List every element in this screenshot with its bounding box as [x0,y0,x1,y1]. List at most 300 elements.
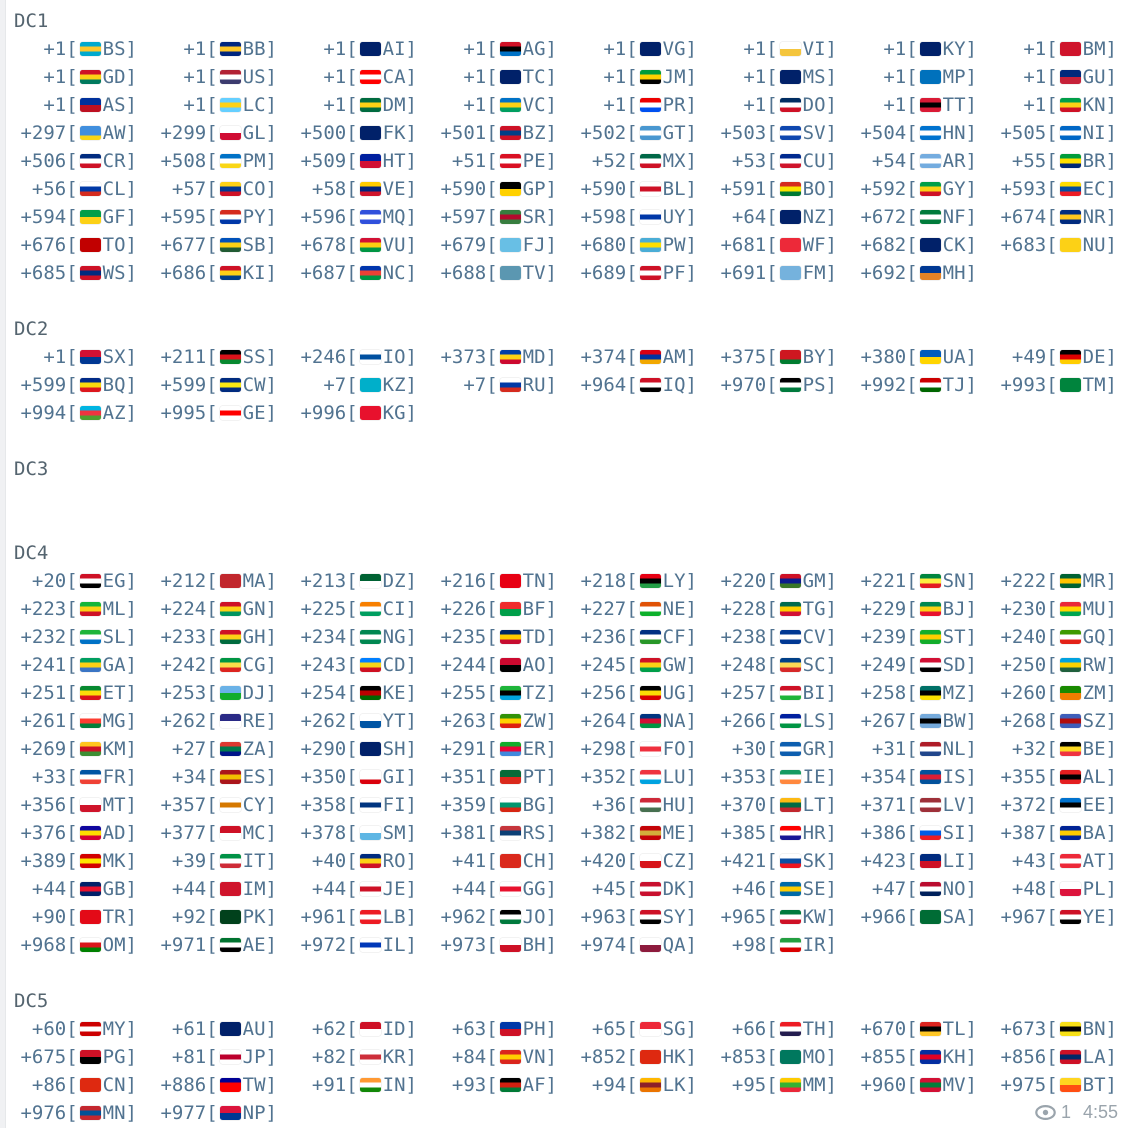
phone-code-entry-ba[interactable] [994,819,1134,847]
phone-code-entry-ss[interactable] [154,343,294,371]
phone-code-entry-sm[interactable] [294,819,434,847]
phone-code-entry-mx[interactable] [574,147,714,175]
phone-code-entry-sr[interactable] [434,203,574,231]
country-code-suffix: LC] [242,94,277,116]
dial-code-prefix: +92[ [171,906,218,928]
phone-code-entry-pk[interactable] [154,903,294,931]
phone-code-entry-ng[interactable] [294,623,434,651]
phone-code-entry-vg[interactable] [574,35,714,63]
phone-code-entry-cl[interactable] [14,175,154,203]
country-code-suffix: CW] [242,374,277,396]
phone-code-entry-bf[interactable] [434,595,574,623]
flag-icon-ec [1060,182,1081,196]
phone-code-entry-nz[interactable] [714,203,854,231]
phone-code-entry-cf[interactable] [574,623,714,651]
phone-code-entry-ki[interactable] [154,259,294,287]
phone-code-entry-ck[interactable] [854,231,994,259]
phone-code-entry-vu[interactable] [294,231,434,259]
flag-icon-kz [360,378,381,392]
phone-code-entry-mh[interactable] [854,259,994,287]
phone-code-entry-es[interactable] [154,763,294,791]
phone-code-entry-im[interactable] [154,875,294,903]
phone-code-entry-kh[interactable] [854,1043,994,1071]
phone-code-entry-mt[interactable] [14,791,154,819]
section-header-dc4: DC4 [14,542,49,564]
phone-code-entry-gt[interactable] [574,119,714,147]
dial-code-prefix: +234[ [300,626,358,648]
phone-code-entry-gd[interactable] [14,63,154,91]
phone-code-entry-fm[interactable] [714,259,854,287]
phone-code-entry-lk[interactable] [574,1071,714,1099]
dial-code-prefix: +354[ [860,766,918,788]
phone-code-entry-ar[interactable] [854,147,994,175]
phone-code-entry-cn[interactable] [14,1071,154,1099]
phone-code-entry-gp[interactable] [434,175,574,203]
phone-code-entry-at[interactable] [994,847,1134,875]
phone-code-entry-ms[interactable] [714,63,854,91]
phone-code-entry-ls[interactable] [714,707,854,735]
flag-icon-td [500,630,521,644]
phone-code-entry-pm[interactable] [154,147,294,175]
country-code-suffix: PR] [662,94,697,116]
flag-icon-sn [920,574,941,588]
phone-code-entry-sl[interactable] [14,623,154,651]
phone-code-entry-ro[interactable] [294,847,434,875]
phone-code-entry-bi[interactable] [714,679,854,707]
phone-code-entry-ag[interactable] [434,35,574,63]
flag-icon-mr [1060,574,1081,588]
phone-code-entry-tg[interactable] [714,595,854,623]
phone-code-entry-uy[interactable] [574,203,714,231]
phone-code-entry-pr[interactable] [574,91,714,119]
phone-code-entry-re[interactable] [154,707,294,735]
phone-code-entry-ru[interactable] [434,371,574,399]
phone-code-entry-sd[interactable] [854,651,994,679]
phone-code-entry-mg[interactable] [14,707,154,735]
phone-code-entry-bo[interactable] [714,175,854,203]
phone-code-entry-cg[interactable] [154,651,294,679]
phone-code-entry-fk[interactable] [294,119,434,147]
phone-code-entry-mp[interactable] [854,63,994,91]
phone-code-entry-hk[interactable] [574,1043,714,1071]
phone-code-entry-be[interactable] [994,735,1134,763]
phone-code-entry-gq[interactable] [994,623,1134,651]
country-code-suffix: LK] [662,1074,697,1096]
phone-code-entry-dz[interactable] [294,567,434,595]
phone-code-entry-tc[interactable] [434,63,574,91]
phone-code-entry-gi[interactable] [294,763,434,791]
phone-code-entry-pl[interactable] [994,875,1134,903]
phone-code-entry-ml[interactable] [14,595,154,623]
phone-code-entry-ve[interactable] [294,175,434,203]
dial-code-prefix: +258[ [860,682,918,704]
phone-code-entry-cy[interactable] [154,791,294,819]
phone-code-entry-om[interactable] [14,931,154,959]
dial-code-prefix: +975[ [1000,1074,1058,1096]
dial-code-prefix: +56[ [31,178,78,200]
phone-code-entry-sk[interactable] [714,847,854,875]
phone-code-entry-ne[interactable] [574,595,714,623]
flag-icon-rw [1060,658,1081,672]
flag-icon-ms [780,70,801,84]
phone-code-entry-ky[interactable] [854,35,994,63]
phone-code-entry-ge[interactable] [154,399,294,427]
phone-code-entry-ht[interactable] [294,147,434,175]
phone-code-entry-pf[interactable] [574,259,714,287]
phone-code-entry-lc[interactable] [154,91,294,119]
phone-code-entry-de[interactable] [994,343,1134,371]
country-code-suffix: BF] [522,598,557,620]
phone-code-entry-it[interactable] [154,847,294,875]
phone-code-entry-li[interactable] [854,847,994,875]
country-code-suffix: CI] [382,598,417,620]
phone-code-entry-zw[interactable] [434,707,574,735]
phone-code-entry-mu[interactable] [994,595,1134,623]
phone-code-entry-il[interactable] [294,931,434,959]
phone-code-entry-bz[interactable] [434,119,574,147]
phone-code-entry-mc[interactable] [154,819,294,847]
phone-code-entry-tm[interactable] [994,371,1134,399]
phone-code-entry-ma[interactable] [154,567,294,595]
phone-code-entry-fi[interactable] [294,791,434,819]
phone-code-entry-br[interactable] [994,147,1134,175]
phone-code-entry-lv[interactable] [854,791,994,819]
phone-code-entry-bn[interactable] [994,1015,1134,1043]
phone-code-entry-se[interactable] [714,875,854,903]
country-code-suffix: PL] [1082,878,1117,900]
flag-icon-sy [640,910,661,924]
dial-code-prefix: +216[ [440,570,498,592]
phone-code-entry-pt[interactable] [434,763,574,791]
phone-code-entry-ch[interactable] [434,847,574,875]
phone-code-entry-tn[interactable] [434,567,574,595]
phone-code-entry-mv[interactable] [854,1071,994,1099]
phone-code-entry-kg[interactable] [294,399,434,427]
dial-code-prefix: +971[ [160,934,218,956]
phone-code-entry-gl[interactable] [154,119,294,147]
phone-code-entry-gw[interactable] [574,651,714,679]
phone-code-entry-mr[interactable] [994,567,1134,595]
flag-icon-mq [360,210,381,224]
phone-code-entry-cv[interactable] [714,623,854,651]
phone-code-entry-ai[interactable] [294,35,434,63]
phone-code-entry-py[interactable] [154,203,294,231]
phone-code-entry-bj[interactable] [854,595,994,623]
country-code-suffix: MN] [102,1102,137,1124]
phone-code-entry-td[interactable] [434,623,574,651]
phone-code-entry-id[interactable] [294,1015,434,1043]
phone-code-entry-bb[interactable] [154,35,294,63]
phone-code-entry-vn[interactable] [434,1043,574,1071]
flag-icon-gb [80,882,101,896]
country-code-suffix: NR] [1082,206,1117,228]
phone-code-entry-tw[interactable] [154,1071,294,1099]
country-code-suffix: AL] [1082,766,1117,788]
phone-code-entry-er[interactable] [434,735,574,763]
phone-code-entry-jp[interactable] [154,1043,294,1071]
phone-code-entry-am[interactable] [574,343,714,371]
phone-code-entry-je[interactable] [294,875,434,903]
phone-code-entry-tj[interactable] [854,371,994,399]
phone-code-entry-cz[interactable] [574,847,714,875]
phone-code-entry-lu[interactable] [574,763,714,791]
phone-code-entry-gg[interactable] [434,875,574,903]
phone-code-entry-nu[interactable] [994,231,1134,259]
section-grid-dc2 [14,343,1138,427]
phone-code-entry-bl[interactable] [574,175,714,203]
phone-code-entry-kn[interactable] [994,91,1134,119]
phone-code-entry-km[interactable] [14,735,154,763]
flag-icon-ar [920,154,941,168]
flag-icon-is [920,770,941,784]
phone-code-entry-dj[interactable] [154,679,294,707]
phone-code-entry-st[interactable] [854,623,994,651]
phone-code-entry-ua[interactable] [854,343,994,371]
dial-code-prefix: +233[ [160,626,218,648]
phone-code-entry-th[interactable] [714,1015,854,1043]
country-code-suffix: BB] [242,38,277,60]
phone-code-entry-hr[interactable] [714,819,854,847]
phone-code-entry-na[interactable] [574,707,714,735]
phone-code-entry-ca[interactable] [294,63,434,91]
country-code-suffix: ER] [522,738,557,760]
country-code-suffix: CK] [942,234,977,256]
phone-code-entry-tl[interactable] [854,1015,994,1043]
phone-code-entry-do[interactable] [714,91,854,119]
phone-code-entry-mz[interactable] [854,679,994,707]
phone-code-entry-mm[interactable] [714,1071,854,1099]
phone-code-entry-pg[interactable] [14,1043,154,1071]
phone-code-entry-gm[interactable] [714,567,854,595]
country-code-suffix: SZ] [1082,710,1117,732]
phone-code-entry-tr[interactable] [14,903,154,931]
phone-code-entry-np[interactable] [154,1099,294,1127]
phone-code-entry-fr[interactable] [14,763,154,791]
flag-icon-as [80,98,101,112]
phone-code-entry-za[interactable] [154,735,294,763]
dial-code-prefix: +370[ [720,794,778,816]
phone-code-entry-no[interactable] [854,875,994,903]
phone-code-entry-ie[interactable] [714,763,854,791]
dial-code-prefix: +353[ [720,766,778,788]
phone-code-entry-hn[interactable] [854,119,994,147]
views-eye-icon [1035,1105,1056,1120]
phone-code-entry-hu[interactable] [574,791,714,819]
phone-code-entry-tz[interactable] [434,679,574,707]
dial-code-prefix: +225[ [300,598,358,620]
country-code-suffix: ID] [382,1018,417,1040]
phone-code-entry-io[interactable] [294,343,434,371]
phone-code-entry-bh[interactable] [434,931,574,959]
phone-code-entry-fo[interactable] [574,735,714,763]
phone-code-entry-jm[interactable] [574,63,714,91]
phone-code-entry-gh[interactable] [154,623,294,651]
phone-code-entry-ke[interactable] [294,679,434,707]
dial-code-prefix: +1[ [743,66,778,88]
phone-code-entry-kz[interactable] [294,371,434,399]
phone-code-entry-sn[interactable] [854,567,994,595]
phone-code-entry-ly[interactable] [574,567,714,595]
phone-code-entry-ci[interactable] [294,595,434,623]
phone-code-entry-sc[interactable] [714,651,854,679]
phone-code-entry-ni[interactable] [994,119,1134,147]
phone-code-entry-et[interactable] [14,679,154,707]
phone-code-entry-rs[interactable] [434,819,574,847]
phone-code-entry-nc[interactable] [294,259,434,287]
phone-code-entry-lb[interactable] [294,903,434,931]
phone-code-entry-co[interactable] [154,175,294,203]
phone-code-entry-fj[interactable] [434,231,574,259]
dial-code-prefix: +262[ [160,710,218,732]
phone-code-entry-nf[interactable] [854,203,994,231]
phone-code-entry-gy[interactable] [854,175,994,203]
phone-code-entry-ug[interactable] [574,679,714,707]
phone-code-entry-kr[interactable] [294,1043,434,1071]
phone-code-entry-al[interactable] [994,763,1134,791]
phone-code-entry-dm[interactable] [294,91,434,119]
phone-code-entry-ec[interactable] [994,175,1134,203]
phone-code-entry-qa[interactable] [574,931,714,959]
dial-code-prefix: +255[ [440,682,498,704]
flag-icon-tr [80,910,101,924]
flag-icon-st [920,630,941,644]
flag-icon-wf [780,238,801,252]
phone-code-entry-sz[interactable] [994,707,1134,735]
phone-code-entry-la[interactable] [994,1043,1134,1071]
flag-icon-ly [640,574,661,588]
country-code-suffix: TV] [522,262,557,284]
phone-code-entry-sa[interactable] [854,903,994,931]
phone-code-entry-md[interactable] [434,343,574,371]
phone-code-entry-sx[interactable] [14,343,154,371]
phone-code-entry-si[interactable] [854,819,994,847]
country-code-suffix: TC] [522,66,557,88]
phone-code-entry-wf[interactable] [714,231,854,259]
phone-code-entry-to[interactable] [14,231,154,259]
phone-code-entry-sg[interactable] [574,1015,714,1043]
dial-code-prefix: +597[ [440,206,498,228]
phone-code-entry-sv[interactable] [714,119,854,147]
country-code-suffix: KY] [942,38,977,60]
phone-code-entry-by[interactable] [714,343,854,371]
phone-code-entry-tt[interactable] [854,91,994,119]
phone-code-entry-ws[interactable] [14,259,154,287]
phone-code-entry-gn[interactable] [154,595,294,623]
country-code-suffix: SH] [382,738,417,760]
phone-code-entry-lt[interactable] [714,791,854,819]
phone-code-entry-ad[interactable] [14,819,154,847]
country-code-suffix: SY] [662,906,697,928]
phone-code-entry-sy[interactable] [574,903,714,931]
phone-code-entry-mn[interactable] [14,1099,154,1127]
phone-code-entry-bq[interactable] [14,371,154,399]
phone-code-entry-in[interactable] [294,1071,434,1099]
phone-code-entry-mq[interactable] [294,203,434,231]
phone-code-entry-nl[interactable] [854,735,994,763]
phone-code-entry-ye[interactable] [994,903,1134,931]
phone-code-entry-cd[interactable] [294,651,434,679]
country-code-suffix: NU] [1082,234,1117,256]
phone-code-entry-ga[interactable] [14,651,154,679]
phone-code-entry-sb[interactable] [154,231,294,259]
country-code-suffix: BH] [522,934,557,956]
phone-code-entry-rw[interactable] [994,651,1134,679]
section-grid-dc5 [14,1015,1138,1127]
phone-code-entry-mk[interactable] [14,847,154,875]
phone-code-entry-nr[interactable] [994,203,1134,231]
phone-code-entry-bs[interactable] [14,35,154,63]
phone-code-entry-dk[interactable] [574,875,714,903]
phone-code-entry-bt[interactable] [994,1071,1134,1099]
dial-code-prefix: +358[ [300,794,358,816]
phone-code-entry-vi[interactable] [714,35,854,63]
country-code-suffix: SB] [242,234,277,256]
phone-code-entry-ps[interactable] [714,371,854,399]
phone-code-entry-ae[interactable] [154,931,294,959]
dial-code-prefix: +230[ [1000,598,1058,620]
phone-code-entry-ee[interactable] [994,791,1134,819]
phone-code-entry-vc[interactable] [434,91,574,119]
phone-code-entry-cu[interactable] [714,147,854,175]
dial-code-prefix: +250[ [1000,654,1058,676]
phone-code-entry-bm[interactable] [994,35,1134,63]
phone-code-entry-zm[interactable] [994,679,1134,707]
dial-code-prefix: +243[ [300,654,358,676]
phone-code-entry-gb[interactable] [14,875,154,903]
phone-code-entry-eg[interactable] [14,567,154,595]
phone-code-entry-jo[interactable] [434,903,574,931]
dial-code-prefix: +1[ [603,38,638,60]
phone-code-entry-pe[interactable] [434,147,574,175]
phone-code-entry-aw[interactable] [14,119,154,147]
phone-code-entry-my[interactable] [14,1015,154,1043]
phone-code-entry-ao[interactable] [434,651,574,679]
phone-code-entry-af[interactable] [434,1071,574,1099]
phone-code-entry-as[interactable] [14,91,154,119]
phone-code-entry-cr[interactable] [14,147,154,175]
phone-code-entry-kw[interactable] [714,903,854,931]
country-code-suffix: BJ] [942,598,977,620]
phone-code-entry-bw[interactable] [854,707,994,735]
phone-code-entry-pw[interactable] [574,231,714,259]
phone-code-entry-mo[interactable] [714,1043,854,1071]
phone-code-entry-ph[interactable] [434,1015,574,1043]
phone-code-entry-sh[interactable] [294,735,434,763]
phone-code-entry-us[interactable] [154,63,294,91]
phone-code-entry-iq[interactable] [574,371,714,399]
dial-code-prefix: +94[ [591,1074,638,1096]
phone-code-entry-gr[interactable] [714,735,854,763]
phone-code-entry-tv[interactable] [434,259,574,287]
phone-code-entry-bg[interactable] [434,791,574,819]
phone-code-entry-au[interactable] [154,1015,294,1043]
phone-code-entry-ir[interactable] [714,931,854,959]
phone-code-entry-me[interactable] [574,819,714,847]
flag-icon-kr [360,1050,381,1064]
phone-code-entry-gf[interactable] [14,203,154,231]
flag-icon-tz [500,686,521,700]
phone-code-entry-cw[interactable] [154,371,294,399]
flag-icon-ai [360,42,381,56]
country-code-suffix: TN] [522,570,557,592]
phone-code-entry-is[interactable] [854,763,994,791]
flag-icon-er [500,742,521,756]
phone-code-entry-yt[interactable] [294,707,434,735]
phone-code-entry-az[interactable] [14,399,154,427]
phone-code-entry-gu[interactable] [994,63,1134,91]
dial-code-prefix: +681[ [720,234,778,256]
dial-code-prefix: +508[ [160,150,218,172]
